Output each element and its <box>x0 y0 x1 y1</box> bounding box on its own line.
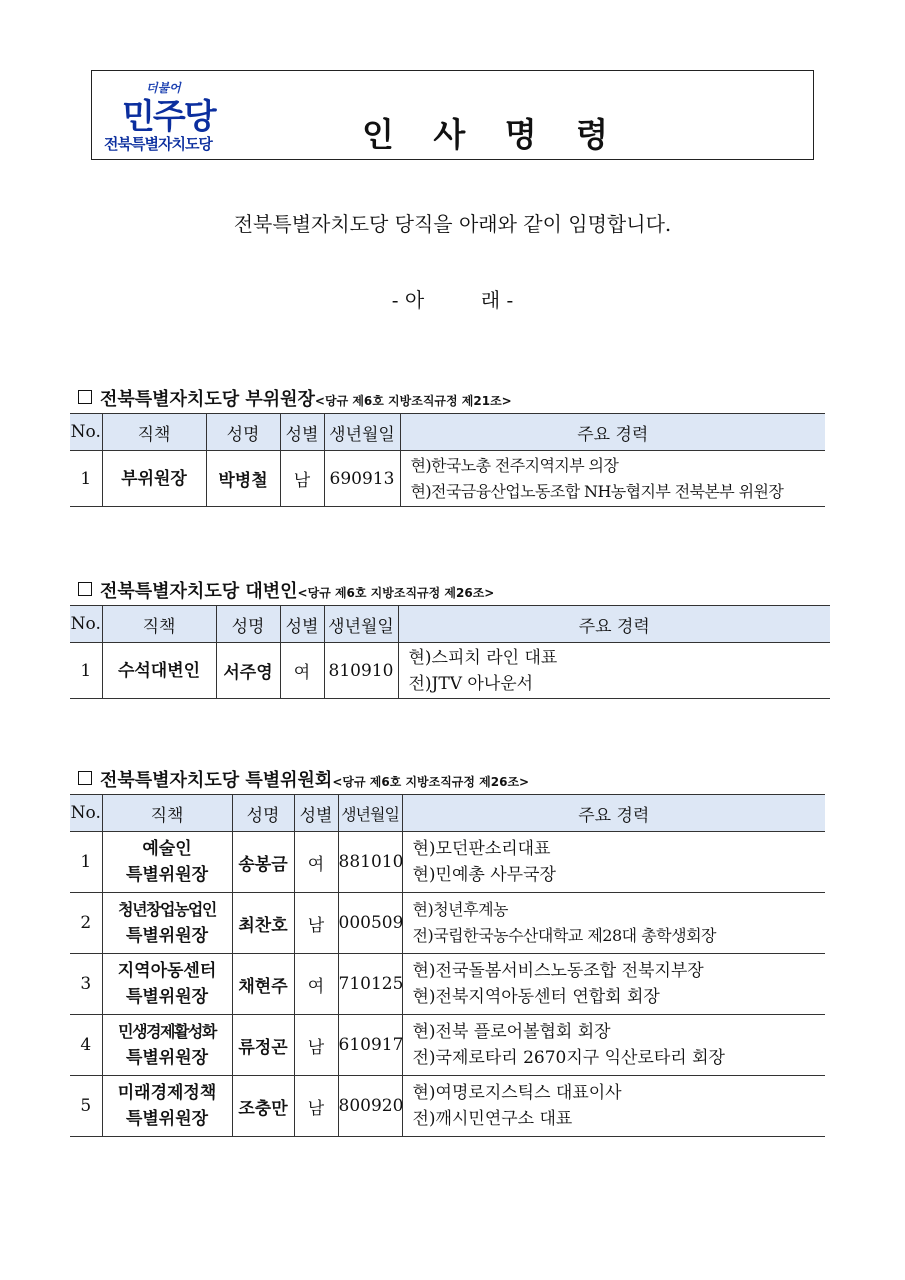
col-position: 직책 <box>102 606 216 643</box>
table-header-row <box>70 414 825 451</box>
col-birth: 생년월일 <box>324 606 398 643</box>
logo-main: 민주당 <box>122 97 215 137</box>
row-birth: 800920 <box>338 1076 402 1137</box>
section-note: <당규 제6호 지방조직규정 제26조> <box>332 775 530 789</box>
row-career: 현)모던판소리대표 현)민예총 사무국장 <box>402 832 825 893</box>
col-no: No. <box>70 414 102 451</box>
row-name: 최찬호 <box>232 893 294 954</box>
row-name: 채현주 <box>232 954 294 1015</box>
row-sex: 여 <box>294 954 338 1015</box>
row-sex: 남 <box>294 1076 338 1137</box>
section-title-special-committee <box>78 766 529 792</box>
table-header-row <box>70 606 830 643</box>
row-career: 현)여명로지스틱스 대표이사 전)깨시민연구소 대표 <box>402 1076 825 1137</box>
row-sex: 남 <box>280 451 324 507</box>
row-no: 1 <box>70 832 102 893</box>
col-no: No. <box>70 606 102 643</box>
party-logo <box>104 77 254 157</box>
row-no: 2 <box>70 893 102 954</box>
table-row <box>70 1015 825 1076</box>
row-birth: 000509 <box>338 893 402 954</box>
section-title-text: 전북특별자치도당 부위원장 <box>100 389 315 410</box>
col-name: 성명 <box>216 606 280 643</box>
checkbox-square-icon <box>78 582 92 596</box>
col-career: 주요 경력 <box>402 795 825 832</box>
row-no: 1 <box>70 643 102 699</box>
row-no: 4 <box>70 1015 102 1076</box>
row-name: 박병철 <box>206 451 280 507</box>
section-note: <당규 제6호 지방조직규정 제21조> <box>314 394 512 408</box>
col-birth: 생년월일 <box>324 414 400 451</box>
row-birth: 710125 <box>338 954 402 1015</box>
vice-chair-table <box>70 413 825 507</box>
section-title-text: 전북특별자치도당 특별위원회 <box>100 770 333 791</box>
row-birth: 690913 <box>324 451 400 507</box>
checkbox-square-icon <box>78 771 92 785</box>
col-position: 직책 <box>102 414 206 451</box>
row-birth: 810910 <box>324 643 398 699</box>
col-birth: 생년월일 <box>338 795 402 832</box>
row-position: 지역아동센터 특별위원장 <box>102 954 232 1015</box>
row-no: 3 <box>70 954 102 1015</box>
col-career: 주요 경력 <box>400 414 825 451</box>
row-sex: 여 <box>294 832 338 893</box>
logo-sub: 전북특별자치도당 <box>104 135 212 153</box>
row-position: 미래경제정책 특별위원장 <box>102 1076 232 1137</box>
special-committee-table <box>70 794 825 1137</box>
table-header-row <box>70 795 825 832</box>
row-career: 현)청년후계농 전)국립한국농수산대학교 제28대 총학생회장 <box>402 893 825 954</box>
table-row <box>70 451 825 507</box>
section-title-text: 전북특별자치도당 대변인 <box>100 581 298 602</box>
row-position: 민생경제활성화 특별위원장 <box>102 1015 232 1076</box>
row-position: 부위원장 <box>102 451 206 507</box>
below-right: 래 - <box>480 288 514 312</box>
row-position: 청년창업농업인 특별위원장 <box>102 893 232 954</box>
row-career: 현)한국노총 전주지역지부 의장 현)전국금융산업노동조합 NH농협지부 전북본부 위원장 <box>400 451 825 507</box>
col-name: 성명 <box>232 795 294 832</box>
row-career: 현)전국돌봄서비스노동조합 전북지부장 현)전북지역아동센터 연합회 회장 <box>402 954 825 1015</box>
col-no: No. <box>70 795 102 832</box>
row-name: 조충만 <box>232 1076 294 1137</box>
row-position: 예술인 특별위원장 <box>102 832 232 893</box>
table-row <box>70 954 825 1015</box>
row-no: 5 <box>70 1076 102 1137</box>
col-sex: 성별 <box>280 606 324 643</box>
header-box <box>91 70 814 160</box>
row-name: 류정곤 <box>232 1015 294 1076</box>
row-career: 현)전북 플로어볼협회 회장 전)국제로타리 2670지구 익산로타리 회장 <box>402 1015 825 1076</box>
col-sex: 성별 <box>294 795 338 832</box>
table-row <box>70 893 825 954</box>
table-row <box>70 643 830 699</box>
row-birth: 610917 <box>338 1015 402 1076</box>
row-sex: 남 <box>294 893 338 954</box>
col-sex: 성별 <box>280 414 324 451</box>
row-position: 수석대변인 <box>102 643 216 699</box>
table-row <box>70 1076 825 1137</box>
table-row <box>70 832 825 893</box>
row-name: 서주영 <box>216 643 280 699</box>
section-title-spokesperson <box>78 577 494 603</box>
row-birth: 881010 <box>338 832 402 893</box>
intro-text: 전북특별자치도당 당직을 아래와 같이 임명합니다. <box>233 212 672 236</box>
row-career: 현)스피치 라인 대표 전)JTV 아나운서 <box>398 643 830 699</box>
row-no: 1 <box>70 451 102 507</box>
logo-tag: 더불어 <box>146 81 181 95</box>
spokesperson-table <box>70 605 830 699</box>
checkbox-square-icon <box>78 390 92 404</box>
col-name: 성명 <box>206 414 280 451</box>
below-marker <box>0 284 905 313</box>
row-sex: 여 <box>280 643 324 699</box>
col-position: 직책 <box>102 795 232 832</box>
below-left: - 아 <box>391 288 425 312</box>
document-title: 인 사 명 령 <box>362 115 622 154</box>
col-career: 주요 경력 <box>398 606 830 643</box>
row-sex: 남 <box>294 1015 338 1076</box>
row-name: 송봉금 <box>232 832 294 893</box>
section-note: <당규 제6호 지방조직규정 제26조> <box>297 586 495 600</box>
section-title-vice-chair <box>78 385 512 411</box>
